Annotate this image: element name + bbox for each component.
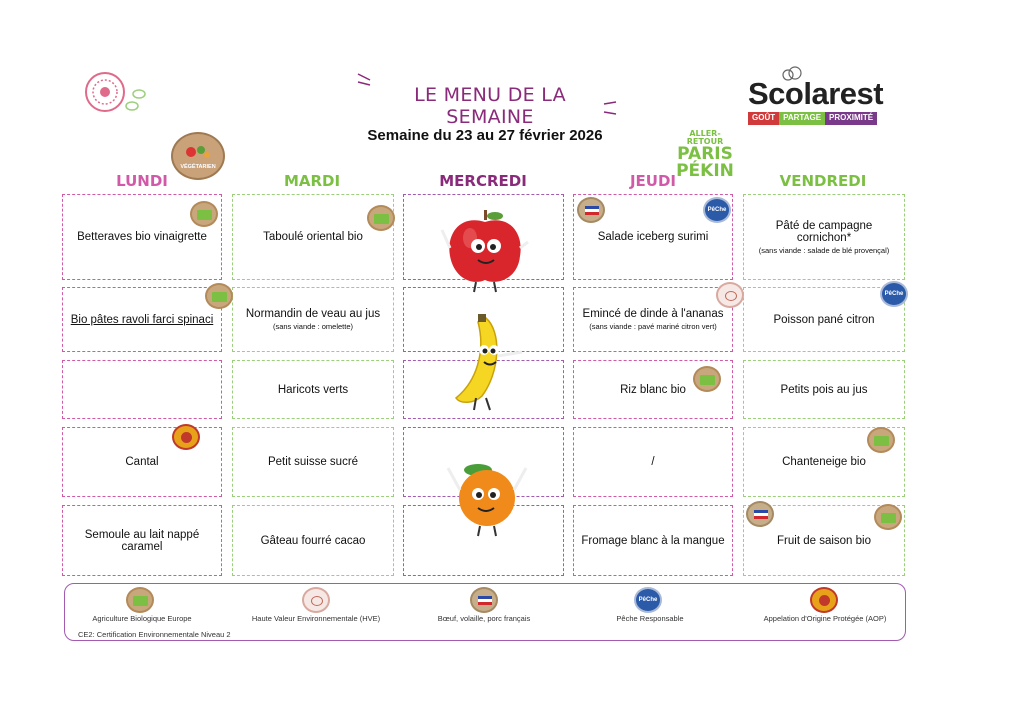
legend-label-bvf: Bœuf, volaille, porc français bbox=[437, 614, 531, 623]
hve-label-icon bbox=[302, 587, 330, 613]
brand-logo: Scolarest bbox=[748, 76, 884, 111]
bio-label-icon bbox=[867, 427, 895, 453]
tagline-proximite: PROXIMITÉ bbox=[825, 112, 877, 125]
peche-responsable-icon bbox=[880, 281, 908, 307]
bio-label-icon bbox=[190, 201, 218, 227]
title-decoration-right bbox=[602, 98, 620, 120]
dish-alternative: (sans viande : omelette) bbox=[272, 322, 354, 331]
paris-pekin-line1: ALLER-RETOUR bbox=[686, 129, 724, 146]
aop-label-icon bbox=[172, 424, 200, 450]
paris-pekin-line2: PARIS bbox=[677, 144, 733, 164]
bio-label-icon bbox=[205, 283, 233, 309]
dish-alternative: (sans viande : pavé mariné citron vert) bbox=[589, 322, 717, 331]
bio-label-icon bbox=[874, 504, 902, 530]
bio-label-icon bbox=[126, 587, 154, 613]
day-header-lundi: LUNDI bbox=[116, 172, 168, 190]
dish-name: Fromage blanc à la mangue bbox=[581, 534, 725, 547]
peche-responsable-icon bbox=[703, 197, 731, 223]
french-meat-label-icon bbox=[470, 587, 498, 613]
hve-label-icon bbox=[716, 282, 744, 308]
peche-responsable-icon bbox=[634, 587, 662, 613]
tagline-partage: PARTAGE bbox=[779, 112, 825, 125]
menu-cell-mardi-4 bbox=[232, 427, 394, 497]
dish-name: Riz blanc bio bbox=[620, 383, 686, 396]
menu-cell-lundi-5 bbox=[62, 505, 222, 576]
dish-name: Taboulé oriental bio bbox=[263, 231, 363, 243]
dish-name: Cantal bbox=[125, 456, 159, 468]
paris-pekin-line3: PÉKIN bbox=[676, 161, 734, 181]
dish-name: Bio pâtes ravoli farci spinaci bbox=[70, 313, 214, 326]
dish-name: Gâteau fourré cacao bbox=[260, 534, 366, 547]
dish-name: Haricots verts bbox=[277, 383, 349, 396]
legend-label-peche: Pêche Responsable bbox=[616, 614, 684, 623]
dish-name: / bbox=[651, 456, 655, 468]
tagline-gout: GOÛT bbox=[748, 112, 779, 125]
dish-name: Salade iceberg surimi bbox=[597, 231, 709, 243]
day-header-vendredi: VENDREDI bbox=[779, 172, 867, 190]
legend-label-bio: Agriculture Biologique Europe bbox=[92, 614, 192, 623]
french-meat-label-icon bbox=[577, 197, 605, 223]
menu-cell-mardi-2 bbox=[232, 287, 394, 352]
bio-label-icon bbox=[693, 366, 721, 392]
apple-mascot-icon bbox=[440, 208, 530, 294]
week-dates: Semaine du 23 au 27 février 2026 bbox=[367, 127, 603, 144]
dish-name: Petit suisse sucré bbox=[267, 456, 359, 468]
dish-name: Normandin de veau au jus bbox=[245, 308, 381, 320]
page-title: LE MENU DE LA SEMAINE bbox=[414, 84, 566, 128]
legend-label-aop: Appelation d'Origine Protégée (AOP) bbox=[763, 614, 887, 623]
day-header-mardi: MARDI bbox=[283, 172, 341, 190]
orange-mascot-icon bbox=[442, 456, 532, 540]
peche-text: PêChe bbox=[707, 207, 727, 213]
menu-cell-jeudi-5 bbox=[573, 505, 733, 576]
dish-name: Poisson pané citron bbox=[773, 313, 875, 326]
logo-stamp bbox=[84, 72, 156, 122]
menu-cell-jeudi-2 bbox=[573, 287, 733, 352]
dish-name: Petits pois au jus bbox=[780, 383, 868, 396]
dish-name: Pâté de campagne cornichon* bbox=[775, 219, 873, 244]
bio-label-icon bbox=[367, 205, 395, 231]
day-header-jeudi: JEUDI bbox=[629, 172, 677, 190]
legend-note: CE2: Certification Environnementale Niveau 2 bbox=[78, 630, 231, 639]
legend-label-hve: Haute Valeur Environnementale (HVE) bbox=[251, 614, 381, 623]
brand-tagline bbox=[748, 112, 877, 125]
menu-cell-mardi-1 bbox=[232, 194, 394, 280]
french-meat-label-icon bbox=[746, 501, 774, 527]
day-header-mercredi: MERCREDI bbox=[439, 172, 527, 190]
menu-cell-jeudi-4 bbox=[573, 427, 733, 497]
banana-mascot-icon bbox=[446, 312, 530, 412]
menu-cell-mardi-5 bbox=[232, 505, 394, 576]
vegetarian-label: VÉGÉTARIEN bbox=[180, 164, 216, 170]
dish-name: Chanteneige bio bbox=[782, 456, 866, 468]
peche-text: PêChe bbox=[638, 597, 658, 603]
dish-name: Emincé de dinde à l'ananas bbox=[582, 308, 724, 320]
dish-name: Betteraves bio vinaigrette bbox=[77, 231, 207, 243]
menu-cell-vendredi-3 bbox=[743, 360, 905, 419]
menu-cell-mardi-3 bbox=[232, 360, 394, 419]
menu-cell-vendredi-1 bbox=[743, 194, 905, 280]
peche-text: PêChe bbox=[884, 291, 904, 297]
aop-label-icon bbox=[810, 587, 838, 613]
dish-name: Semoule au lait nappé caramel bbox=[84, 528, 200, 553]
vegetables-icon bbox=[183, 142, 213, 162]
dish-name: Fruit de saison bio bbox=[777, 534, 871, 547]
menu-cell-lundi-3 bbox=[62, 360, 222, 419]
menu-cell-lundi-2 bbox=[62, 287, 222, 352]
dish-alternative: (sans viande : salade de blé provençal) bbox=[758, 245, 890, 255]
